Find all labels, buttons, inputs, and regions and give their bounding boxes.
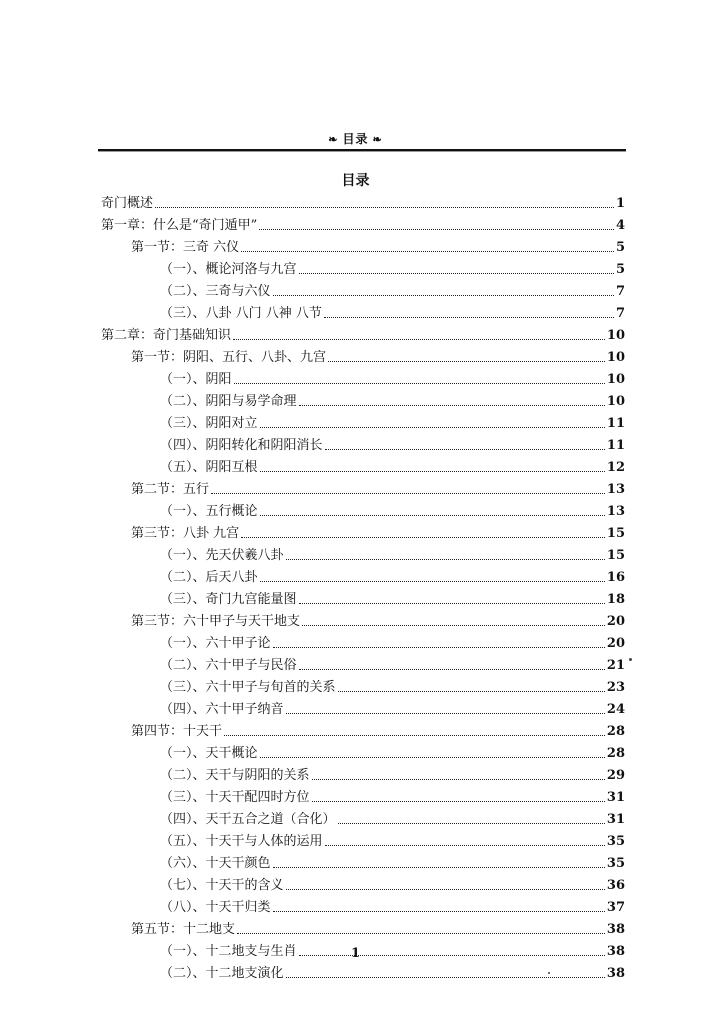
toc-entry-page: 10 <box>606 328 625 343</box>
toc-entry[interactable] <box>101 190 625 212</box>
toc-entry-page: 36 <box>606 878 625 893</box>
toc-entry-title: （二）、阴阳与易学命理 <box>160 394 297 409</box>
toc-entry[interactable] <box>160 696 625 718</box>
toc-entry-page: 38 <box>606 944 625 959</box>
toc-entry-title: （三）、十天干配四时方位 <box>160 790 310 805</box>
dot-leader <box>273 295 614 296</box>
toc-entry-title: （二）、后天八卦 <box>160 570 258 585</box>
toc-entry-page: 1 <box>615 196 625 211</box>
toc-entry-page: 28 <box>606 746 625 761</box>
toc-entry[interactable] <box>160 388 625 410</box>
toc-entry[interactable] <box>160 740 625 762</box>
dot-leader <box>260 427 605 428</box>
toc-entry[interactable] <box>160 828 625 850</box>
toc-entry-page: 16 <box>606 570 625 585</box>
toc-entry[interactable] <box>160 454 625 476</box>
toc-entry-page: 31 <box>606 790 625 805</box>
dot-leader <box>234 383 605 384</box>
toc-entry-title: （三）、奇门九宫能量图 <box>160 592 297 607</box>
dot-leader <box>273 647 605 648</box>
dot-leader <box>324 317 614 318</box>
dot-leader <box>224 735 605 736</box>
toc-entry-title: 第二节：五行 <box>131 482 210 497</box>
toc-entry[interactable] <box>101 322 625 344</box>
toc-entry[interactable] <box>131 608 625 630</box>
toc-entry-title: （二）、三奇与六仪 <box>160 284 271 299</box>
dot-leader <box>286 713 605 714</box>
toc-entry-title: 第五节：十二地支 <box>131 922 236 937</box>
toc-entry-title: （四）、天干五合之道（合化） <box>160 812 336 827</box>
page-number: 1 <box>350 946 361 961</box>
toc-entry-page: 15 <box>606 548 625 563</box>
toc-entry-page: 28 <box>606 724 625 739</box>
toc-entry[interactable] <box>160 630 625 652</box>
toc-entry-page: 31 <box>606 812 625 827</box>
toc-entry-title: （二）、六十甲子与民俗 <box>160 658 297 673</box>
toc-entry-page: 18 <box>606 592 625 607</box>
dot-leader <box>325 449 605 450</box>
toc-entry-title: 第三节：八卦 九宫 <box>131 526 240 541</box>
toc-entry-title: 第一章：什么是“奇门遁甲” <box>101 218 258 233</box>
toc-entry[interactable] <box>160 300 625 322</box>
toc-entry-title: （三）、八卦 八门 八神 八节 <box>160 306 322 321</box>
dot-leader <box>299 405 605 406</box>
dot-leader <box>338 823 605 824</box>
toc-entry-page: 10 <box>606 394 625 409</box>
toc-entry-page: 35 <box>606 834 625 849</box>
dot-leader <box>325 845 605 846</box>
toc-entry-page: 7 <box>615 306 625 321</box>
dot-leader <box>286 559 605 560</box>
dot-leader <box>260 471 605 472</box>
toc-entry-page: 11 <box>606 416 625 431</box>
dot-leader <box>286 889 605 890</box>
dot-leader <box>260 581 605 582</box>
ornament-right-icon: ❧ <box>372 133 383 146</box>
toc-entry-title: （六）、十天干颜色 <box>160 856 271 871</box>
dot-leader <box>273 911 605 912</box>
dot-leader <box>338 691 605 692</box>
toc-entry[interactable] <box>160 762 625 784</box>
toc-entry[interactable] <box>160 850 625 872</box>
dot-leader <box>312 801 605 802</box>
scan-speck <box>548 972 550 974</box>
toc-entry-page: 12 <box>606 460 625 475</box>
toc-entry-title: （一）、阴阳 <box>160 372 232 387</box>
toc-entry-title: （八）、十天干归类 <box>160 900 271 915</box>
toc-entry-page: 7 <box>615 284 625 299</box>
toc-entry[interactable] <box>160 498 625 520</box>
toc-entry[interactable] <box>160 564 625 586</box>
toc-entry-title: （四）、阴阳转化和阴阳消长 <box>160 438 323 453</box>
toc-entry[interactable] <box>160 432 625 454</box>
toc-entry-page: 20 <box>606 614 625 629</box>
toc-entry-title: 第四节：十天干 <box>131 724 223 739</box>
toc-entry-title: （五）、十天干与人体的运用 <box>160 834 323 849</box>
toc-entry[interactable] <box>160 894 625 916</box>
toc-entry[interactable] <box>160 366 625 388</box>
dot-leader <box>302 625 605 626</box>
toc-entry[interactable] <box>160 278 625 300</box>
dot-leader <box>233 339 605 340</box>
toc-entry-title: （一）、十二地支与生肖 <box>160 944 297 959</box>
toc-entry[interactable] <box>131 520 625 542</box>
toc-entry-title: 奇门概述 <box>101 196 154 211</box>
toc-entry-page: 13 <box>606 504 625 519</box>
toc-entry-title: （五）、阴阳互根 <box>160 460 258 475</box>
toc-entry-page: 29 <box>606 768 625 783</box>
toc-entry-page: 5 <box>615 240 625 255</box>
toc-entry-title: （四）、六十甲子纳音 <box>160 702 284 717</box>
toc-entry-title: （一）、先天伏羲八卦 <box>160 548 284 563</box>
toc-entry[interactable] <box>160 960 625 982</box>
toc-entry-page: 5 <box>615 262 625 277</box>
dot-leader <box>241 251 614 252</box>
toc-entry-title: （一）、概论河洛与九宫 <box>160 262 297 277</box>
toc-entry-page: 21 <box>606 658 625 673</box>
toc-entry-title: 第三节：六十甲子与天干地支 <box>131 614 301 629</box>
dot-leader <box>299 273 614 274</box>
toc-entry[interactable] <box>131 916 625 938</box>
toc-entry-page: 11 <box>606 438 625 453</box>
toc-entry-title: （二）、天干与阴阳的关系 <box>160 768 310 783</box>
toc-entry[interactable] <box>160 542 625 564</box>
toc-entry[interactable] <box>131 476 625 498</box>
toc-entry-title: （一）、天干概论 <box>160 746 258 761</box>
toc-entry[interactable] <box>160 806 625 828</box>
ornament-left-icon: ❧ <box>328 133 339 146</box>
toc-title: 目录 <box>341 173 370 189</box>
header-rule <box>98 149 626 151</box>
dot-leader <box>155 207 614 208</box>
toc-entry[interactable] <box>131 344 625 366</box>
toc-entry-page: 37 <box>606 900 625 915</box>
dot-leader <box>260 515 605 516</box>
toc-entry-title: 第一节：阴阳、五行、八卦、九宫 <box>131 350 327 365</box>
running-header <box>0 130 711 147</box>
toc-entry-title: 第一节：三奇 六仪 <box>131 240 240 255</box>
running-header-text: 目录 <box>342 132 369 146</box>
dot-leader <box>312 779 605 780</box>
toc-entry[interactable] <box>160 410 625 432</box>
toc-entry-page: 24 <box>606 702 625 717</box>
dot-leader <box>299 603 605 604</box>
toc-entry-page: 38 <box>606 966 625 981</box>
scan-speck <box>629 658 632 661</box>
dot-leader <box>211 493 605 494</box>
toc-entry[interactable] <box>160 586 625 608</box>
toc-entry[interactable] <box>160 256 625 278</box>
dot-leader <box>237 933 605 934</box>
toc-entry[interactable] <box>160 872 625 894</box>
toc-entry-page: 10 <box>606 350 625 365</box>
toc-entry-title: （二）、十二地支演化 <box>160 966 284 981</box>
toc-entry-page: 15 <box>606 526 625 541</box>
toc-entry-title: （一）、五行概论 <box>160 504 258 519</box>
toc-entry[interactable] <box>131 718 625 740</box>
toc-entry-title: （七）、十天干的含义 <box>160 878 284 893</box>
dot-leader <box>328 361 605 362</box>
dot-leader <box>273 867 605 868</box>
toc-entry[interactable] <box>131 234 625 256</box>
toc-entry-page: 38 <box>606 922 625 937</box>
toc-entry-page: 10 <box>606 372 625 387</box>
dot-leader <box>241 537 605 538</box>
toc-entry-page: 20 <box>606 636 625 651</box>
toc-entry-page: 23 <box>606 680 625 695</box>
toc-entry[interactable] <box>101 212 625 234</box>
dot-leader <box>260 757 605 758</box>
dot-leader <box>286 977 605 978</box>
toc-entry-page: 13 <box>606 482 625 497</box>
toc-entry-title: （三）、六十甲子与旬首的关系 <box>160 680 336 695</box>
toc-entry[interactable] <box>160 784 625 806</box>
toc-entry-page: 35 <box>606 856 625 871</box>
dot-leader <box>259 229 614 230</box>
toc-entry[interactable] <box>160 652 625 674</box>
toc-entry-page: 4 <box>615 218 625 233</box>
dot-leader <box>299 669 605 670</box>
toc-entry-title: （三）、阴阳对立 <box>160 416 258 431</box>
toc-entry-title: （一）、六十甲子论 <box>160 636 271 651</box>
toc-entry[interactable] <box>160 674 625 696</box>
toc-entry-title: 第二章：奇门基础知识 <box>101 328 232 343</box>
